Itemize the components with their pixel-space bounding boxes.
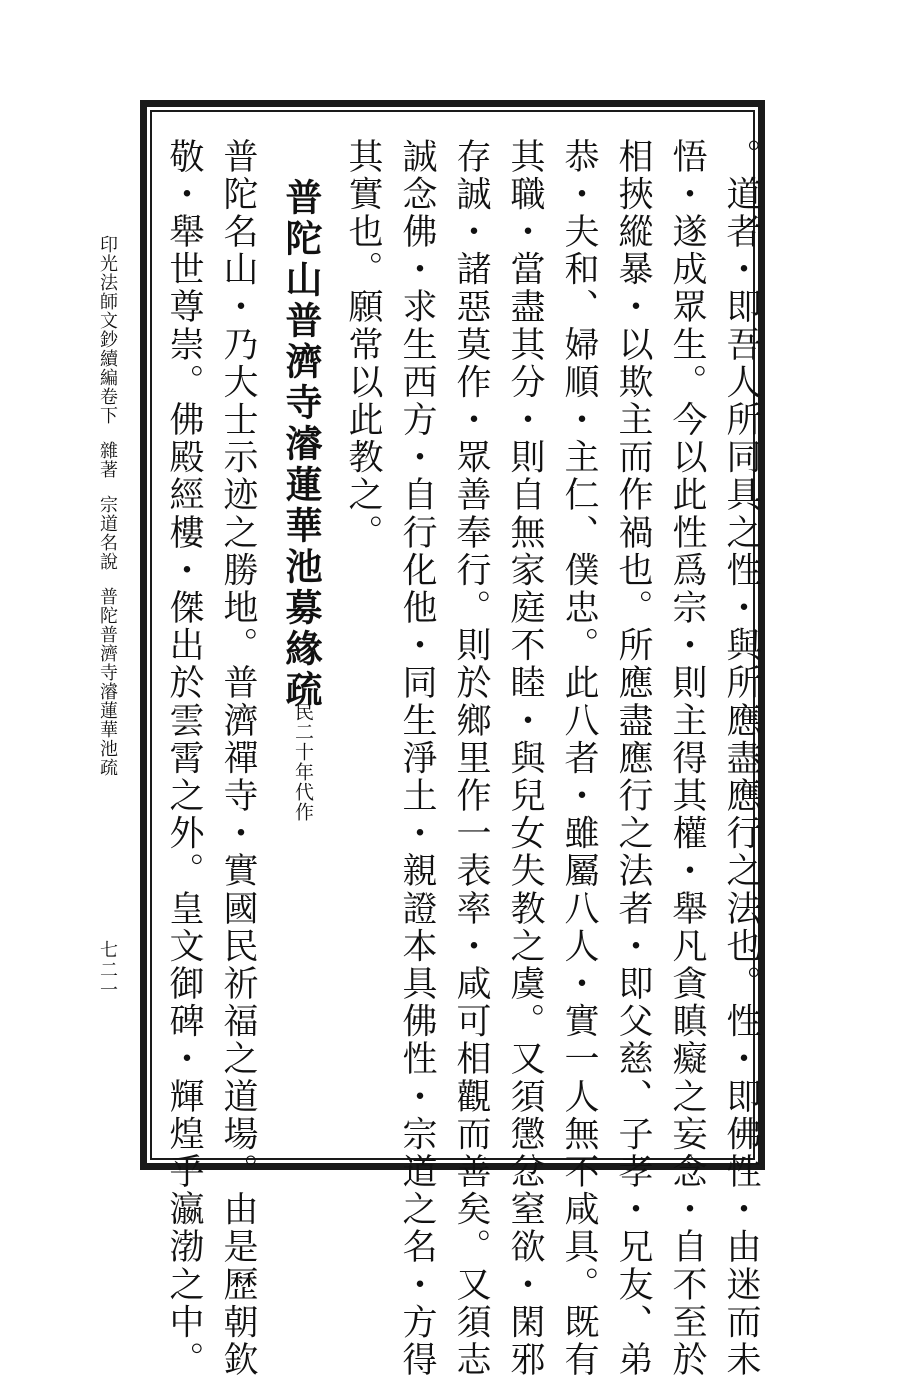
article-title: 普陀山普濟寺濬蓮華池募緣疏 xyxy=(279,178,323,711)
text-column: 。道者・即吾人所同具之性・與所應盡應行之法也。性・即佛性・由迷而未 xyxy=(721,138,761,1379)
date-note: 民二十年代作 xyxy=(292,702,314,822)
running-head-article: 普陀普濟寺濬蓮華池疏 xyxy=(97,587,118,777)
running-head xyxy=(98,235,116,777)
running-head-subsection: 宗道名說 xyxy=(97,495,118,571)
text-column: 相挾縱暴・以欺主而作禍也。所應盡應行之法者・即父慈、子孝・兄友、弟 xyxy=(613,138,653,1379)
text-column: 存誠・諸惡莫作・眾善奉行。則於鄉里作一表率・咸可相觀而善矣。又須志 xyxy=(451,138,491,1379)
text-column: 其職・當盡其分・則自無家庭不睦・與兒女失教之虞。又須懲忿窒欲・閑邪 xyxy=(505,138,545,1379)
running-head-section: 雜著 xyxy=(97,441,118,479)
text-column: 普陀名山・乃大士示迹之勝地。普濟禪寺・實國民祈福之道場。由是歷朝欽 xyxy=(218,138,258,1379)
running-head-book: 印光法師文鈔續編卷下 xyxy=(97,235,118,425)
text-column: 敬・舉世尊崇。佛殿經樓・傑出於雲霄之外。皇文御碑・輝煌乎瀛渤之中。 xyxy=(164,138,204,1379)
text-column: 恭・夫和、婦順・主仁、僕忠。此八者・雖屬八人・實一人無不咸具。既有 xyxy=(559,138,599,1379)
text-column: 悟・遂成眾生。今以此性爲宗・則主得其權・舉凡貪瞋癡之妄念・自不至於 xyxy=(667,138,707,1379)
page-number: 七二一 xyxy=(97,940,118,1000)
text-column: 誠念佛・求生西方・自行化他・同生淨土・親證本具佛性・宗道之名・方得 xyxy=(397,138,437,1379)
text-column: 其實也。願常以此教之。 xyxy=(343,138,383,552)
